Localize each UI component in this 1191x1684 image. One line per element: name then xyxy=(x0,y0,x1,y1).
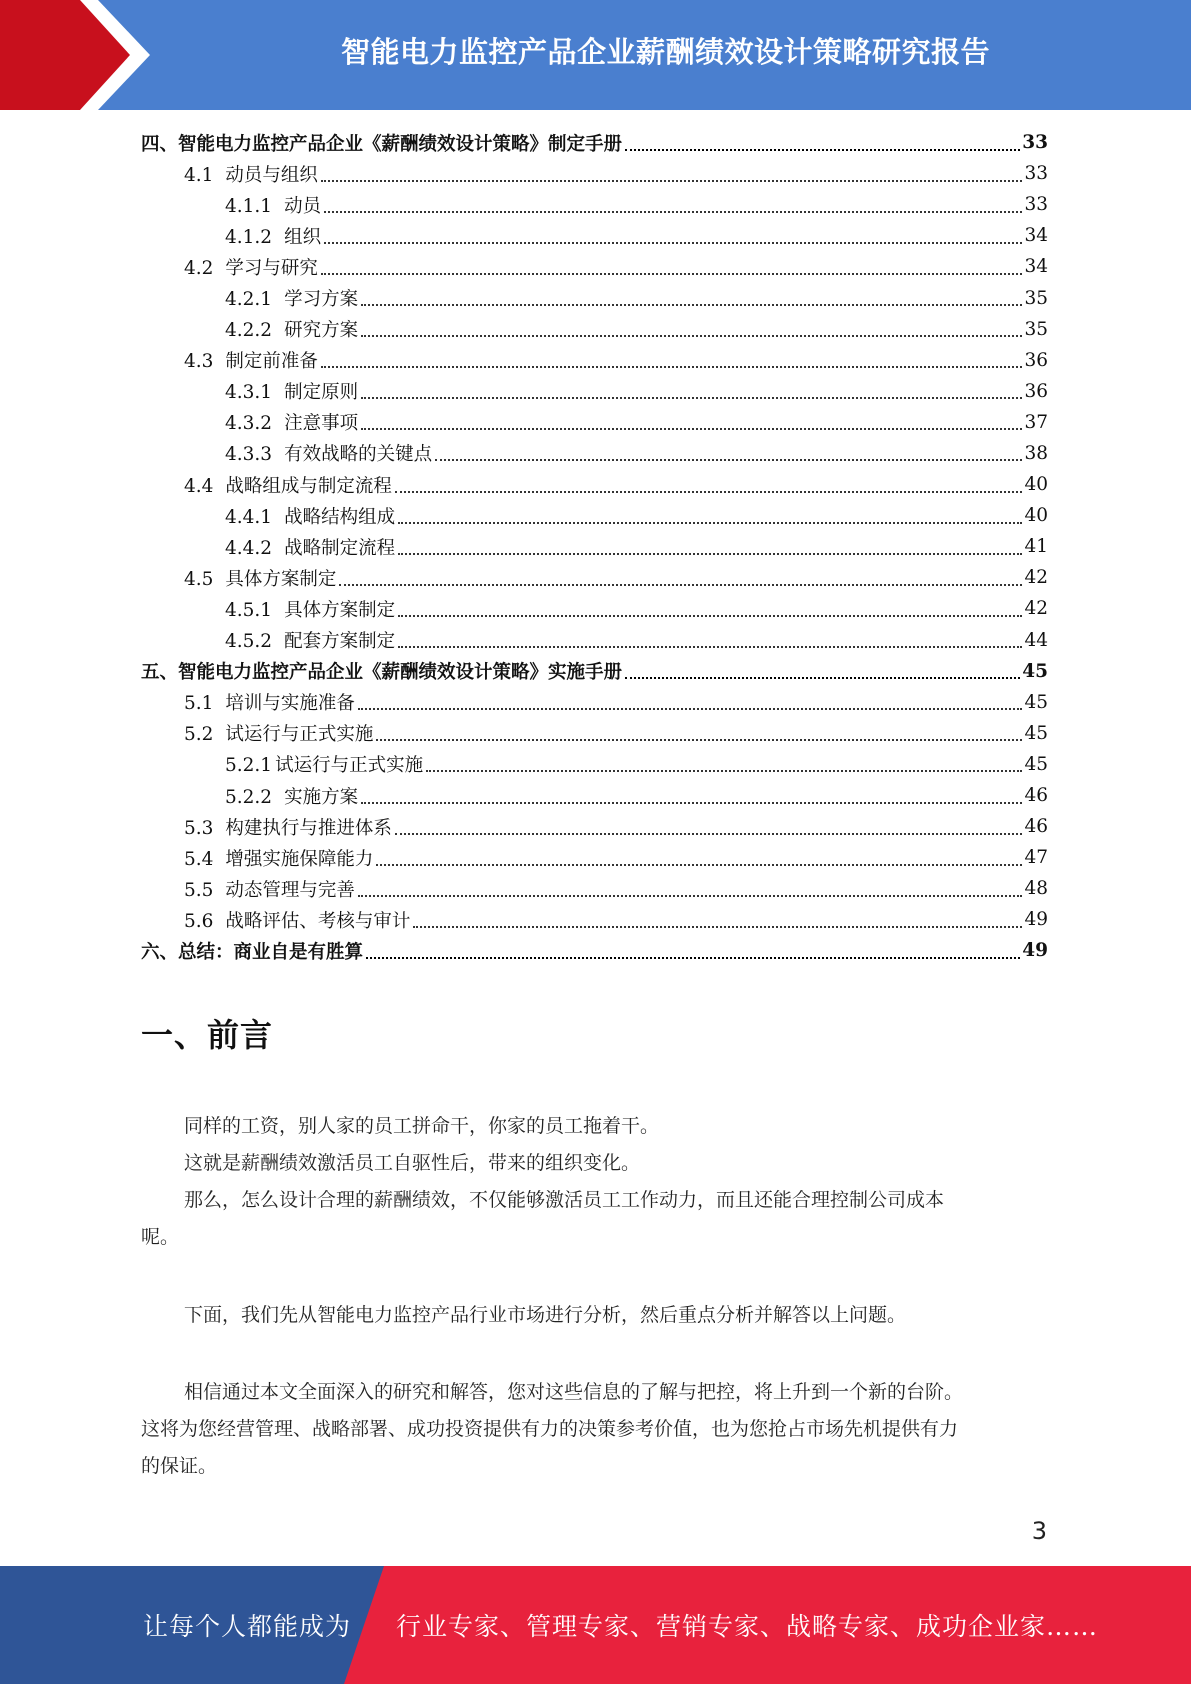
toc-dot-leader xyxy=(358,708,1023,710)
toc-entry-label xyxy=(141,938,363,964)
toc-entry-label xyxy=(225,316,358,342)
toc-dot-leader xyxy=(398,522,1022,524)
footer-slogan-right: 行业专家、管理专家、营销专家、战略专家、成功企业家…… xyxy=(396,1612,1099,1641)
body-line: 呢。 xyxy=(141,1226,180,1248)
toc-dot-leader xyxy=(361,802,1022,804)
toc-entry-text: 具体方案制定 xyxy=(284,599,396,621)
toc-entry-page: 42 xyxy=(1024,598,1048,620)
toc-entry-label xyxy=(225,783,358,809)
toc-dot-leader xyxy=(398,646,1022,648)
toc-entry-number: 4.2.1 xyxy=(225,289,273,311)
toc-entry-text: 制定原则 xyxy=(284,382,359,404)
toc-entry-number: 4.5.2 xyxy=(225,631,273,653)
toc-entry[interactable] xyxy=(141,282,1048,313)
toc-entry-page: 35 xyxy=(1024,287,1048,309)
toc-entry-page: 35 xyxy=(1024,318,1048,340)
toc-entry[interactable] xyxy=(141,500,1048,531)
toc-entry-text: 有效战略的关键点 xyxy=(284,444,433,466)
toc-entry-label xyxy=(184,907,410,933)
toc-entry-text: 制定前准备 xyxy=(225,351,318,373)
body-line: 同样的工资，别人家的员工拼命干，你家的员工拖着干。 xyxy=(184,1115,660,1137)
toc-entry-page: 48 xyxy=(1024,878,1048,900)
toc-entry-page: 40 xyxy=(1024,505,1048,527)
toc-entry-label xyxy=(184,720,373,746)
toc-entry-number: 4.3 xyxy=(184,351,214,373)
body-line: 那么，怎么设计合理的薪酬绩效，不仅能够激活员工工作动力，而且还能合理控制公司成本 xyxy=(184,1189,945,1211)
toc-entry-label xyxy=(225,409,358,435)
toc-entry-label xyxy=(141,130,622,156)
toc-entry-text: 战略结构组成 xyxy=(284,506,396,528)
toc-entry-number: 5.6 xyxy=(184,910,214,932)
toc-entry-page: 46 xyxy=(1024,785,1048,807)
toc-entry-number: 4.1.1 xyxy=(225,195,273,217)
body-line: 的保证。 xyxy=(141,1455,218,1477)
toc-dot-leader xyxy=(395,833,1023,835)
toc-dot-leader xyxy=(435,459,1022,461)
toc-dot-leader xyxy=(321,180,1023,182)
toc-entry-page: 46 xyxy=(1024,816,1048,838)
toc-entry-page: 33 xyxy=(1022,132,1048,154)
toc-dot-leader xyxy=(376,864,1022,866)
toc-entry-page: 49 xyxy=(1022,940,1048,962)
toc-entry-text: 战略制定流程 xyxy=(284,537,396,559)
toc-entry[interactable] xyxy=(141,345,1048,376)
toc-dot-leader xyxy=(413,926,1022,928)
toc-entry-text: 战略评估、考核与审计 xyxy=(225,910,411,932)
toc-entry-page: 37 xyxy=(1024,411,1048,433)
toc-entry-number: 5.4 xyxy=(184,848,214,870)
toc-entry-text: 动员与组织 xyxy=(225,164,318,186)
toc-entry-number: 4.5.1 xyxy=(225,599,273,621)
toc-entry-text: 智能电力监控产品企业《薪酬绩效设计策略》实施手册 xyxy=(178,662,623,684)
toc-entry-page: 33 xyxy=(1024,194,1048,216)
toc-dot-leader xyxy=(324,242,1022,244)
toc-entry-page: 44 xyxy=(1024,629,1048,651)
toc-entry-text: 注意事项 xyxy=(284,413,359,435)
toc-entry-label xyxy=(225,378,358,404)
toc-entry-number: 4.4.1 xyxy=(225,506,273,528)
toc-entry[interactable] xyxy=(141,158,1048,189)
toc-entry-label xyxy=(225,192,321,218)
toc-entry-text: 构建执行与推进体系 xyxy=(225,817,392,839)
toc-entry-text: 试运行与正式实施 xyxy=(225,724,374,746)
toc-entry[interactable] xyxy=(141,749,1048,780)
toc-entry-text: 具体方案制定 xyxy=(225,568,337,590)
toc-entry[interactable] xyxy=(141,220,1048,251)
toc-entry-number: 5.1 xyxy=(184,693,214,715)
toc-entry[interactable] xyxy=(141,531,1048,562)
toc-entry-text: 研究方案 xyxy=(284,320,359,342)
toc-entry-label xyxy=(225,285,358,311)
body-line: 相信通过本文全面深入的研究和解答，您对这些信息的了解与把控，将上升到一个新的台阶。 xyxy=(184,1381,964,1403)
toc-entry-number: 4.2 xyxy=(184,257,214,279)
body-line: 这就是薪酬绩效激活员工自驱性后，带来的组织变化。 xyxy=(184,1152,641,1174)
page-header xyxy=(0,0,1191,110)
toc-entry-text: 动态管理与完善 xyxy=(225,879,355,901)
toc-entry-number: 4.3.1 xyxy=(225,382,273,404)
toc-entry[interactable] xyxy=(141,811,1048,842)
toc-entry-number: 4.3.3 xyxy=(225,444,273,466)
toc-entry-label xyxy=(225,751,423,777)
table-of-contents xyxy=(141,127,1048,967)
toc-entry[interactable] xyxy=(141,376,1048,407)
toc-entry-label xyxy=(184,347,318,373)
toc-entry-page: 45 xyxy=(1024,722,1048,744)
toc-chapter-entry[interactable] xyxy=(141,127,1048,158)
toc-entry-number: 五、 xyxy=(141,662,179,684)
toc-entry[interactable] xyxy=(141,251,1048,282)
toc-entry-text: 学习与研究 xyxy=(225,257,318,279)
toc-entry-page: 42 xyxy=(1024,567,1048,589)
toc-dot-leader xyxy=(625,677,1020,679)
toc-entry[interactable] xyxy=(141,687,1048,718)
toc-entry-text: 培训与实施准备 xyxy=(225,693,355,715)
toc-entry[interactable] xyxy=(141,314,1048,345)
toc-entry-text: 组织 xyxy=(284,226,322,248)
report-title: 智能电力监控产品企业薪酬绩效设计策略研究报告 xyxy=(340,34,990,69)
toc-entry-label xyxy=(225,534,395,560)
toc-dot-leader xyxy=(358,895,1023,897)
intro-paragraph-2 xyxy=(141,1297,1036,1334)
toc-dot-leader xyxy=(398,615,1022,617)
toc-entry-label xyxy=(184,876,355,902)
toc-entry-label xyxy=(184,814,392,840)
toc-entry-number: 5.2 xyxy=(184,724,214,746)
toc-entry-page: 34 xyxy=(1024,225,1048,247)
toc-entry-number: 5.3 xyxy=(184,817,214,839)
toc-entry-page: 49 xyxy=(1024,909,1048,931)
toc-dot-leader xyxy=(324,211,1022,213)
toc-entry-label xyxy=(225,503,395,529)
toc-entry-page: 40 xyxy=(1024,474,1048,496)
toc-entry-page: 36 xyxy=(1024,349,1048,371)
toc-entry-page: 36 xyxy=(1024,380,1048,402)
toc-entry-number: 4.5 xyxy=(184,568,214,590)
toc-dot-leader xyxy=(398,553,1022,555)
toc-entry-text: 动员 xyxy=(284,195,322,217)
toc-entry[interactable] xyxy=(141,469,1048,500)
toc-entry-text: 总结：商业自是有胜算 xyxy=(178,941,364,963)
toc-dot-leader xyxy=(361,428,1022,430)
toc-entry-number: 4.4 xyxy=(184,475,214,497)
toc-entry-number: 4.1.2 xyxy=(225,226,273,248)
toc-dot-leader xyxy=(395,491,1023,493)
toc-entry-page: 38 xyxy=(1024,442,1048,464)
toc-entry[interactable] xyxy=(141,842,1048,873)
toc-entry[interactable] xyxy=(141,438,1048,469)
toc-chapter-entry[interactable] xyxy=(141,935,1048,966)
toc-entry[interactable] xyxy=(141,873,1048,904)
toc-entry-label xyxy=(225,223,321,249)
toc-entry[interactable] xyxy=(141,780,1048,811)
toc-entry[interactable] xyxy=(141,189,1048,220)
toc-entry[interactable] xyxy=(141,718,1048,749)
toc-dot-leader xyxy=(625,149,1020,151)
toc-entry-number: 5.2.1 xyxy=(225,755,273,777)
toc-entry-text: 战略组成与制定流程 xyxy=(225,475,392,497)
toc-entry-text: 学习方案 xyxy=(284,289,359,311)
toc-dot-leader xyxy=(426,770,1022,772)
toc-entry[interactable] xyxy=(141,593,1048,624)
toc-entry-page: 45 xyxy=(1024,691,1048,713)
toc-entry-label xyxy=(225,440,432,466)
toc-entry-label xyxy=(184,161,318,187)
toc-dot-leader xyxy=(376,739,1022,741)
toc-entry-label xyxy=(184,565,336,591)
page-number: 3 xyxy=(1031,1517,1047,1545)
toc-entry-number: 5.2.2 xyxy=(225,786,273,808)
toc-entry-label xyxy=(184,472,392,498)
toc-entry-label xyxy=(184,845,373,871)
toc-entry-label xyxy=(225,596,395,622)
toc-dot-leader xyxy=(361,304,1022,306)
intro-paragraph-1 xyxy=(141,1108,1036,1256)
toc-dot-leader xyxy=(339,584,1022,586)
toc-entry-text: 配套方案制定 xyxy=(284,631,396,653)
toc-entry-number: 4.1 xyxy=(184,164,214,186)
toc-entry-page: 45 xyxy=(1024,753,1048,775)
toc-entry[interactable] xyxy=(141,904,1048,935)
body-line: 下面，我们先从智能电力监控产品行业市场进行分析，然后重点分析并解答以上问题。 xyxy=(184,1304,907,1326)
toc-dot-leader xyxy=(361,335,1022,337)
toc-entry-page: 47 xyxy=(1024,847,1048,869)
toc-entry-number: 六、 xyxy=(141,941,179,963)
toc-entry[interactable] xyxy=(141,625,1048,656)
footer-slogan-left: 让每个人都能成为 xyxy=(143,1612,352,1641)
section-heading: 一、前言 xyxy=(141,1016,274,1054)
toc-entry-number: 四、 xyxy=(141,133,179,155)
toc-entry-page: 45 xyxy=(1022,660,1048,682)
toc-entry-text: 智能电力监控产品企业《薪酬绩效设计策略》制定手册 xyxy=(178,133,623,155)
toc-entry-number: 4.3.2 xyxy=(225,413,273,435)
body-line: 这将为您经营管理、战略部署、成功投资提供有力的决策参考价值，也为您抢占市场先机提供有力 xyxy=(141,1418,959,1440)
page-footer xyxy=(0,1566,1191,1684)
toc-entry[interactable] xyxy=(141,407,1048,438)
toc-dot-leader xyxy=(321,273,1023,275)
toc-entry-text: 实施方案 xyxy=(284,786,359,808)
toc-entry-page: 34 xyxy=(1024,256,1048,278)
toc-dot-leader xyxy=(361,397,1022,399)
toc-entry-number: 4.2.2 xyxy=(225,320,273,342)
intro-paragraph-3 xyxy=(141,1374,1036,1485)
toc-entry[interactable] xyxy=(141,562,1048,593)
toc-entry-label xyxy=(184,689,355,715)
toc-dot-leader xyxy=(321,366,1023,368)
toc-entry-label xyxy=(141,658,622,684)
toc-chapter-entry[interactable] xyxy=(141,656,1048,687)
toc-dot-leader xyxy=(366,957,1020,959)
toc-entry-number: 5.5 xyxy=(184,879,214,901)
toc-entry-text: 增强实施保障能力 xyxy=(225,848,374,870)
toc-entry-page: 33 xyxy=(1024,163,1048,185)
toc-entry-number: 4.4.2 xyxy=(225,537,273,559)
toc-entry-label xyxy=(225,627,395,653)
toc-entry-text: 试运行与正式实施 xyxy=(275,755,424,777)
toc-entry-label xyxy=(184,254,318,280)
toc-entry-page: 41 xyxy=(1024,536,1048,558)
